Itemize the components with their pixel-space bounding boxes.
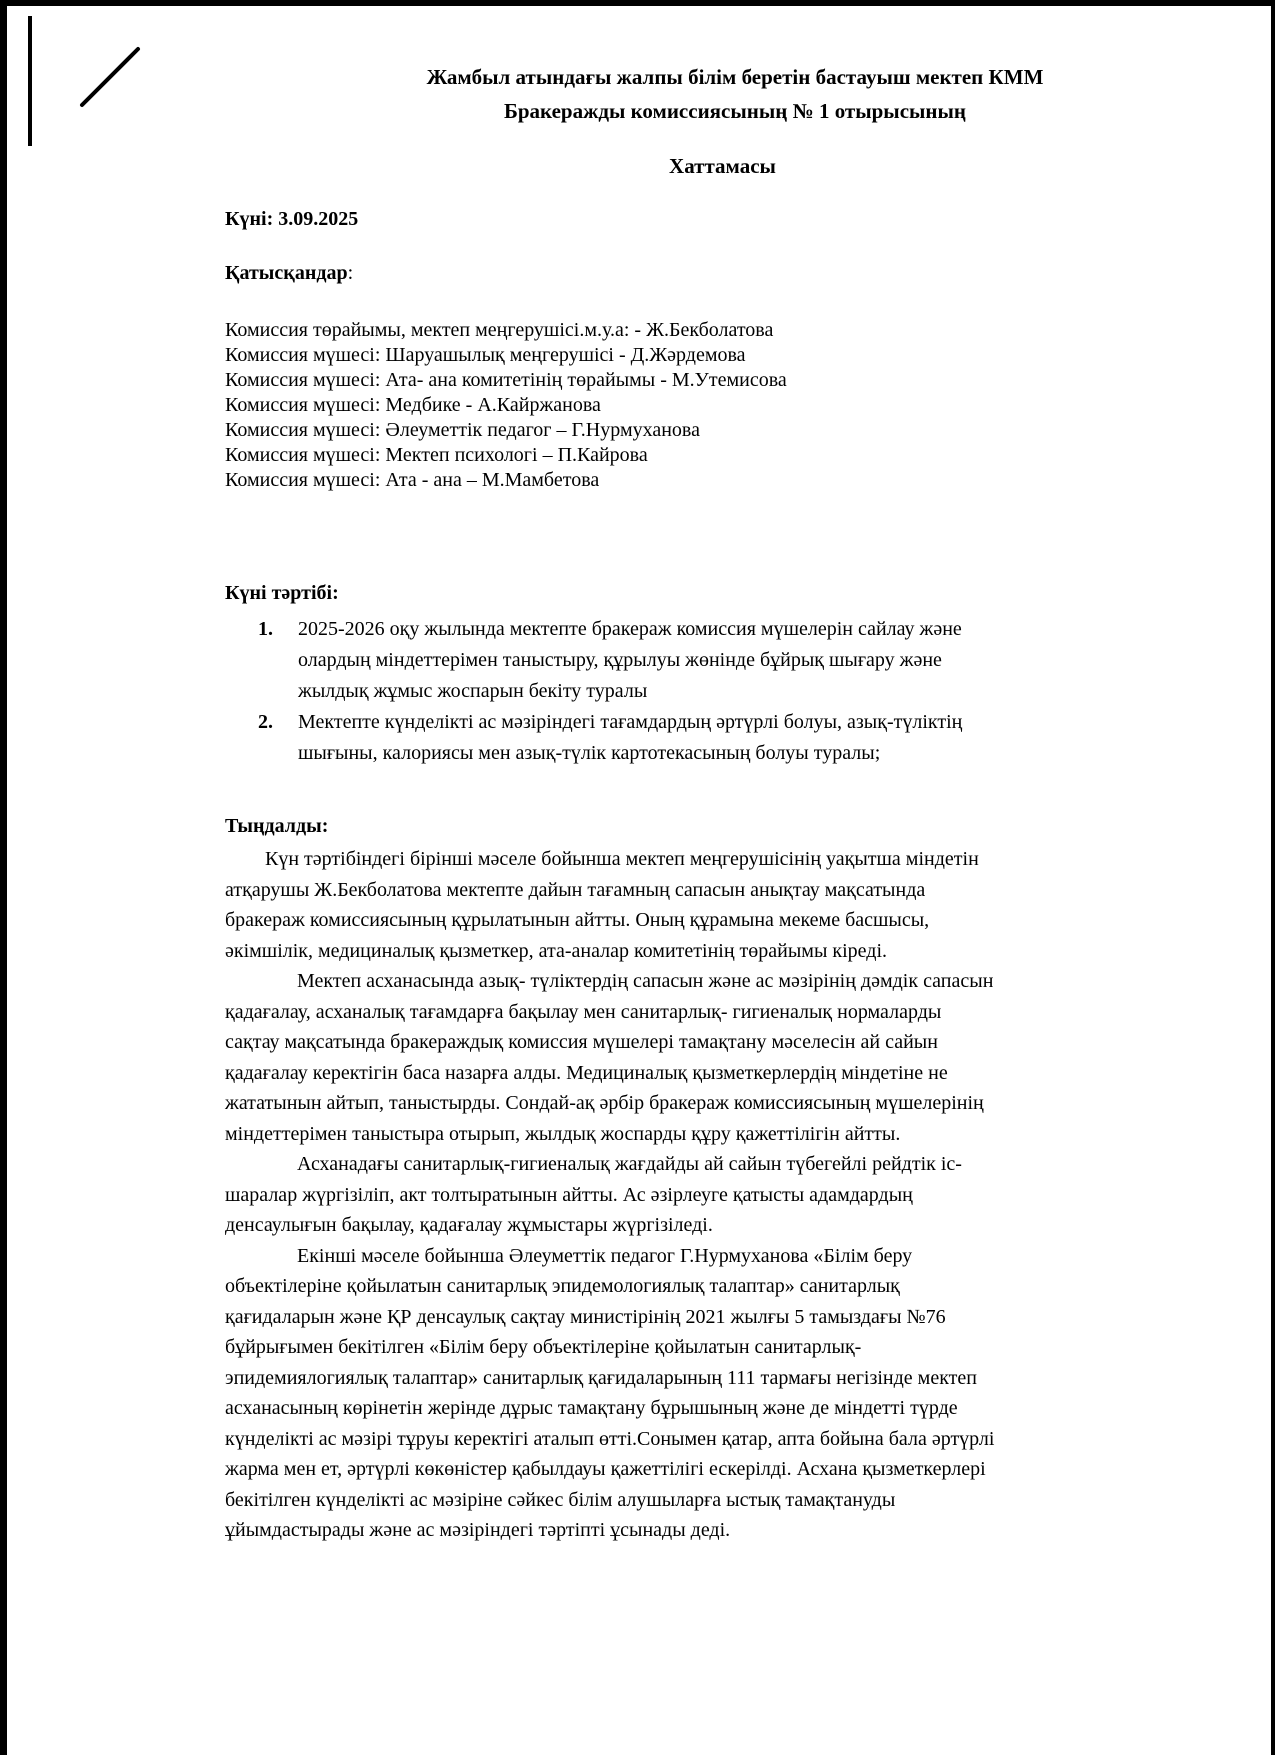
agenda-item-line: Мектепте күнделікті ас мәзіріндегі тағамдардың әртүрлі болуы, азық-түліктің xyxy=(298,711,963,733)
body-text-line: жарма мен ет, әртүрлі көкөністер қабылдауы қажеттілігі ескерілді. Асхана қызметкерлері xyxy=(225,1458,986,1480)
heard-heading: Тыңдалды: xyxy=(225,815,329,837)
minutes-body xyxy=(225,844,1140,1546)
member-row: Комиссия мүшесі: Әлеуметтік педагог – Г.Нурмуханова xyxy=(225,419,700,441)
member-row: Комиссия мүшесі: Мектеп психологі – П.Кайрова xyxy=(225,444,648,466)
body-text-line: асханасының көрінетін жерінде дұрыс тамақтану бұрышының және де міндетті түрде xyxy=(225,1397,958,1419)
agenda-item-line: шығыны, калориясы мен азық-түлік картотекасының болуы туралы; xyxy=(298,742,881,764)
member-row: Комиссия мүшесі: Ата - ана – М.Мамбетова xyxy=(225,469,600,491)
body-text-line: Мектеп асханасында азық- түліктердің сапасын және ас мәзірінің дәмдік сапасын xyxy=(297,970,994,992)
participants-heading-colon: : xyxy=(347,262,354,284)
body-text-line: бұйрығымен бекітілген «Білім беру объектілеріне қойылатын санитарлық- xyxy=(225,1336,862,1358)
agenda-list xyxy=(258,614,1158,769)
body-text-line: жататынын айтып, таныстырды. Сондай-ақ әрбір бракераж комиссиясының мүшелерінің xyxy=(225,1092,984,1114)
participants-heading-text: Қатысқандар xyxy=(225,262,348,284)
agenda-item xyxy=(258,614,1158,707)
member-row: Комиссия мүшесі: Медбике - А.Кайржанова xyxy=(225,394,601,416)
body-text-line: Асханадағы санитарлық-гигиеналық жағдайды ай сайын түбегейлі рейдтік іс- xyxy=(297,1153,962,1175)
body-text-line: қадағалау керектігін баса назарға алды. Медициналық қызметкерлердің міндетіне не xyxy=(225,1061,948,1084)
handwritten-slash-mark xyxy=(76,45,146,110)
agenda-item-line: олардың міндеттерімен таныстыру, құрылуы жөнінде бұйрық шығару және xyxy=(298,649,942,671)
document-title: Хаттамасы xyxy=(669,154,776,178)
agenda-heading: Күні тәртібі: xyxy=(225,582,339,604)
body-text-line: бракераж комиссиясының құрылатынын айтты. Оның құрамына мекеме басшысы, xyxy=(225,909,930,931)
body-text-line: қағидаларын және ҚР денсаулық сақтау министірінің 2021 жылғы 5 тамыздағы №76 xyxy=(225,1305,946,1328)
scan-border-top xyxy=(0,0,1275,6)
agenda-item-line: жылдық жұмыс жоспарын бекіту туралы xyxy=(298,680,648,702)
body-text-line: эпидемиялогиялық талаптар» санитарлық қағидаларының 111 тармағы негізінде мектеп xyxy=(225,1366,977,1389)
scan-border-right xyxy=(1271,0,1275,1755)
body-text-line: Күн тәртібіндегі бірінші мәселе бойынша мектеп меңгерушісінің уақытша міндетін xyxy=(265,848,979,870)
body-text-line: шаралар жүргізіліп, акт толтыратынын айтты. Ас әзірлеуге қатысты адамдардың xyxy=(225,1183,913,1206)
body-text-line: Екінші мәселе бойынша Әлеуметтік педагог Г.Нурмуханова «Білім беру xyxy=(297,1244,913,1267)
body-text-line: бекітілген күнделікті ас мәзіріне сәйкес білім алушыларға ыстық тамақтануды xyxy=(225,1488,896,1511)
header-school-name: Жамбыл атындағы жалпы білім беретін бастауыш мектеп КММ xyxy=(426,65,1044,89)
body-text-line: атқарушы Ж.Бекболатова мектепте дайын тағамның сапасын анықтау мақсатында xyxy=(225,878,926,901)
body-text-line: денсаулығын бақылау, қадағалау жұмыстары жүргізіледі. xyxy=(225,1214,713,1236)
agenda-item-number: 2. xyxy=(258,711,273,733)
document-header xyxy=(225,60,1145,179)
member-row: Комиссия мүшесі: Ата- ана комитетінің төрайымы - М.Утемисова xyxy=(225,369,787,391)
agenda-item-line: 2025-2026 оқу жылында мектепте бракераж комиссия мүшелерін сайлау және xyxy=(298,618,962,640)
members-list xyxy=(225,318,787,493)
body-text-line: қадағалау, асханалық тағамдарға бақылау мен санитарлық- гигиеналық нормаларды xyxy=(225,1000,942,1023)
agenda-item-number: 1. xyxy=(258,618,273,640)
body-text-line: күнделікті ас мәзірі тұруы керектігі аталып өтті.Сонымен қатар, апта бойына бала әртүрлі xyxy=(225,1427,995,1450)
body-text-line: объектілеріне қойылатын санитарлық эпидемологиялық талаптар» санитарлық xyxy=(225,1275,900,1297)
body-text-line: міндеттерімен таныстыра отырып, жылдық жоспарды құру қажеттілігін айтты. xyxy=(225,1122,901,1145)
scan-margin-mark xyxy=(28,16,32,146)
member-row: Комиссия төрайымы, мектеп меңгерушісі.м.у.а: - Ж.Бекболатова xyxy=(225,319,774,341)
meeting-date: Күні: 3.09.2025 xyxy=(225,208,359,230)
body-text-line: сақтау мақсатында бракераждық комиссия мүшелері тамақтану мәселесін ай сайын xyxy=(225,1031,938,1053)
scan-border-left xyxy=(0,0,7,1755)
body-text-line: әкімшілік, медициналық қызметкер, ата-аналар комитетінің төрайымы кіреді. xyxy=(225,939,888,962)
header-meeting-title: Бракеражды комиссиясының № 1 отырысының xyxy=(503,99,967,123)
member-row: Комиссия мүшесі: Шаруашылық меңгерушісі - Д.Жәрдемова xyxy=(225,344,746,366)
agenda-item xyxy=(258,707,1158,769)
participants-heading xyxy=(225,262,353,285)
body-text-line: ұйымдастырады және ас мәзіріндегі тәртіпті ұсынады деді. xyxy=(225,1519,731,1541)
